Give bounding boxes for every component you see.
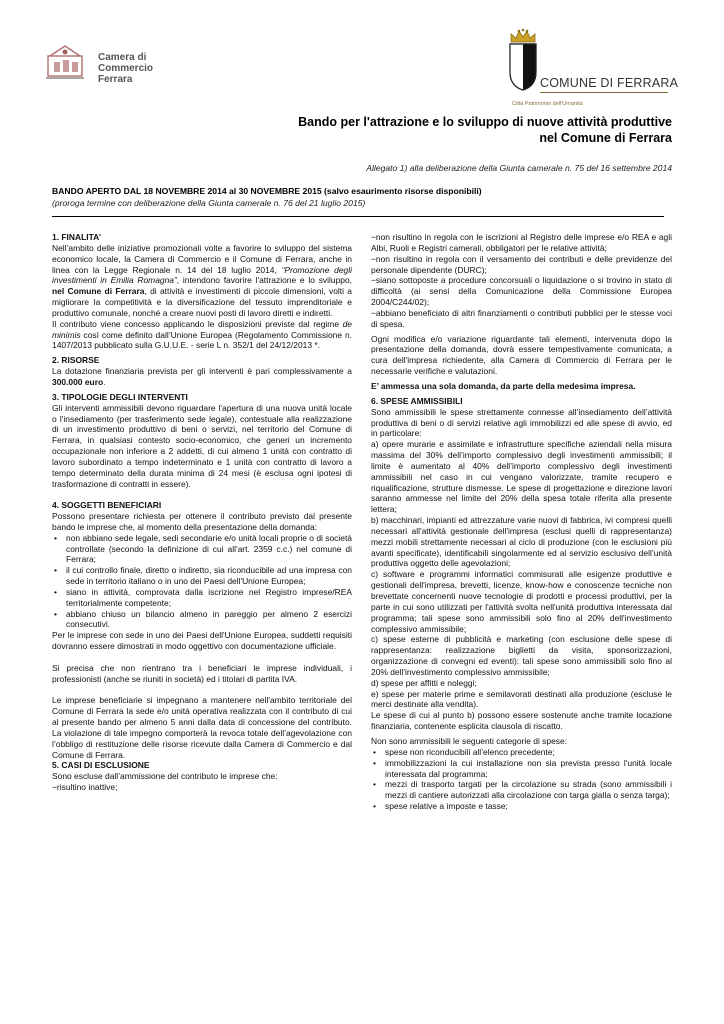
- section-5-paragraph-2: Ogni modifica e/o variazione riguardante tali elementi, intervenuta dopo la presentazione della domanda, dovrà essere tempestivamente comunicata, a cura dell'impresa richiedente, alla Camera di Commercio di Ferrara per le necessarie verifiche e valutazioni.: [371, 333, 672, 377]
- section-5-bold-note: E’ ammessa una sola domanda, da parte della medesima impresa.: [371, 380, 636, 391]
- section-1-title: 1. FINALITA’: [52, 232, 102, 242]
- list-item: [52, 609, 352, 631]
- bullet-icon: •: [54, 565, 57, 576]
- comune-ferrara-logo: [500, 28, 680, 108]
- section-6-item-c1: c) software e programmi informatici commisurati alle esigenze produttive e gestionali dell'impresa, brevetti, licenze, know-how e conoscenze tecniche non brevettate concernenti nuove tecnologie di prodotti e processi produttivi, per la parte in cui sono utilizzati per l'attività svolta nell'unità produttiva interessata dal programma; tali spese sono ammissibili solo fino al 20% dell'investimento complessivo ammissibile;: [371, 569, 672, 634]
- s1-text-italic: “Promozione degli investimenti in Emilia Romagna”: [52, 264, 352, 286]
- s4-bullet-3: siano in attività, comprovata dalla iscrizione nel Registro imprese/REA territorialmente competente;: [66, 586, 352, 608]
- bullet-icon: •: [54, 586, 57, 597]
- camera-commercio-name: [98, 52, 194, 85]
- chamber-emblem-icon: [44, 42, 88, 82]
- s6-non-bullet-3: mezzi di trasporto targati per la circolazione su strada (sono ammissibili i mezzi di cantiere autorizzati alla circolazione con targa gialla o senza targa);: [385, 779, 672, 801]
- proroga-note: (proroga termine con deliberazione della Giunta camerale n. 76 del 21 luglio 2015): [52, 198, 366, 208]
- section-4-title: 4. SOGGETTI BENEFICIARI: [52, 500, 162, 511]
- s6-non-bullet-1: spese non riconducibili all’elenco precedente;: [385, 746, 555, 757]
- ferrara-shield-icon: [508, 42, 538, 92]
- bando-period: BANDO APERTO DAL 18 NOVEMBRE 2014 al 30 NOVEMBRE 2015 (salvo esaurimento risorse disponibili): [52, 186, 482, 196]
- header-rule: [52, 216, 664, 217]
- s1-text-b: , intendono favorire l'attrazione e lo sviluppo,: [176, 275, 353, 286]
- bullet-icon: •: [373, 746, 376, 757]
- title-line-2: nel Comune di Ferrara: [539, 131, 672, 145]
- s1p2-text-b: così come definito dall’Unione Europea (Regolamento Commissione n. 1407/2013 pubblicato sulla G.U.U.E. - serie L n. 352/1 del 24/12/2013 *.: [52, 329, 352, 351]
- list-item: [371, 779, 672, 801]
- section-3-title: 3. TIPOLOGIE DEGLI INTERVENTI: [52, 391, 188, 402]
- right-column: [371, 232, 672, 812]
- section-5-title: 5. CASI DI ESCLUSIONE: [52, 760, 150, 771]
- bullet-icon: •: [54, 532, 57, 543]
- section-5-item-2: −non risultino in regola con le iscrizioni al Registro delle imprese e/o REA e agli Albi, Ruoli e Registri camerali, obbligatori per le relative attività;: [371, 232, 672, 253]
- section-6-paragraph-2: Le spese di cui al punto b) possono essere sostenute anche tramite locazione finanziaria, contenente esplicita clausola di riscatto.: [371, 710, 672, 732]
- s4-bullet-4: abbiano chiuso un bilancio almeno in pareggio per almeno 2 esercizi consecutivi.: [66, 608, 352, 630]
- bullet-icon: •: [373, 757, 376, 768]
- bullet-icon: •: [373, 801, 376, 812]
- s1-text-bold: nel Comune di Ferrara: [52, 286, 145, 297]
- s4-bullet-1: non abbiano sede legale, sedi secondarie e/o unità locali proprie o di società controllate (secondo la definizione di cui all'art. 2359 c.c.) nel comune di Ferrara;: [66, 532, 352, 565]
- section-5-item-3: −non risultino in regola con il versamento dei contributi e delle previdenze del personale dipendente (DURC);: [371, 253, 672, 275]
- section-6-item-d: d) spese per affitti e noleggi;: [371, 677, 477, 688]
- section-5-item-5: −abbiano beneficiato di altri finanziamenti o contributi pubblici per le stesse voci di spesa.: [371, 307, 672, 329]
- title-line-1: Bando per l'attrazione e lo sviluppo di nuove attività produttive: [298, 115, 672, 129]
- section-6-item-c2: c) spese esterne di pubblicità e marketing (con esclusione delle spese di rappresentanza: realizzazione biglietti da visita, sponsorizzazioni, organizzazione di convegni ed eventi): tali spese sono ammissibili solo fino al 20% dell'investimento complessivo ammissibile;: [371, 634, 672, 677]
- section-6-item-b: b) macchinari, impianti ed attrezzature varie nuovi di fabbrica, ivi compresi quelli necessari all'attività gestionale dell'impresa (esclusi quelli di rappresentanza) mezzi mobili strettamente necessari al ciclo di produzione (con le esclusioni più avanti specificate), identificabili singolarmente ed al servizio esclusivo dell’unità produttiva oggetto delle agevolazioni;: [371, 515, 672, 569]
- allegato-note: Allegato 1) alla deliberazione della Giunta camerale n. 75 del 16 settembre 2014: [366, 163, 672, 173]
- list-item: [371, 747, 672, 758]
- section-5-item-4: −siano sottoposte a procedure concorsuali o liquidazione o si trovino in stato di difficoltà (ai sensi della Comunicazione della Commissione Europea 2004/C244/02);: [371, 275, 672, 308]
- s6-non-bullet-2: immobilizzazioni la cui installazione non sia prevista presso l'unità locale interessata dal programma;: [385, 757, 672, 779]
- section-4-paragraph-4: Le imprese beneficiarie si impegnano a mantenere nell'ambito territoriale del Comune di Ferrara la sede e/o unità operativa realizzata con il contributo di cui al presente bando per almeno 5 anni dalla data di concessione del contributo. La violazione di tale impegno comporterà la revoca totale dell’agevolazione con l’obbligo di restituzione delle risorse ricevute dalla Camera di Commercio e dal Comune di Ferrara.: [52, 695, 352, 760]
- section-6-item-a: a) opere murarie e assimilate e infrastrutture specifiche aziendali nella misura massima del 30% dell’importo complessivo degli investimenti ammissibili; il limite è aumentato al 40% dell’importo complessivo degli investimenti ammissibili nel caso in cui vengano valorizzate, tramite recupero e riqualificazione, strutture dismesse. Le spese di progettazione e direzione lavori saranno ammesse nel limite del 20% della spesa totale riferita alla presente lettera;: [371, 439, 672, 515]
- s6-non-bullet-4: spese relative a imposte e tasse;: [385, 801, 508, 812]
- section-1-paragraph-2: [52, 319, 352, 352]
- section-4-intro: Possono presentare richiesta per ottenere il contributo previsto dal presente bando le imprese che, al momento della presentazione della domanda:: [52, 511, 352, 532]
- section-2-title: 2. RISORSE: [52, 355, 100, 366]
- bullet-icon: •: [373, 779, 376, 790]
- s1p2-text-a: Il contributo viene concesso applicando le disposizioni previste dal regime: [52, 318, 343, 329]
- list-item: [52, 565, 352, 587]
- section-4-paragraph-3: Si precisa che non rientrano tra i beneficiari le imprese individuali, i professionisti (anche se riuniti in società) ed i titolari di partita IVA.: [52, 662, 352, 684]
- comune-name: COMUNE DI FERRARA: [540, 76, 679, 90]
- section-6-intro: Sono ammissibili le spese strettamente connesse all’insediamento dell’attività produttiva di beni o di servizi relative agli immobilizzi ed alle spese di avvio, ed in particolare:: [371, 406, 672, 439]
- section-1-paragraph-1: [52, 243, 352, 319]
- section-5-intro: Sono escluse dall’ammissione del contributo le imprese che:: [52, 771, 278, 782]
- list-item: [371, 801, 672, 812]
- section-3-paragraph: Gli interventi ammissibili devono riguardare l'apertura di una nuova unità locale o l'insediamento (per trasferimento sede legale), contestuale alla realizzazione di un investimento produttivo di beni o servizi, nel territorio del Comune di Ferrara, in qualsiasi contesto socio-economico, che generi un incremento occupazionale non inferiore a 2 addetti, di cui almeno 1 unità con contratto di lavoro subordinato a tempo indeterminato e 1 unità con contratto di lavoro a tempo determinato della durata minima di 24 mesi (è esclusa ogni ipotesi di trasformazione di contratti in essere).: [52, 402, 352, 489]
- bullet-icon: •: [54, 608, 57, 619]
- section-4-paragraph-2: Per le imprese con sede in uno dei Paesi dell'Unione Europea, suddetti requisiti dovranno essere dimostrati in modo oggettivo con documentazione ufficiale.: [52, 630, 352, 652]
- left-column: [52, 232, 352, 793]
- section-6-item-e: e) spese per materie prime e semilavorati destinati alla produzione (escluse le merci destinate alla vendita).: [371, 688, 672, 710]
- list-item: [52, 533, 352, 566]
- list-item: [52, 587, 352, 609]
- s1-text-c: , di attività e investimenti di piccole dimensioni, volti a migliorare la competitività e la diversificazione del tessuto imprenditoriale e produttivo comunale, nonché a creare nuovi posti di lavoro diretti e indiretti.: [52, 286, 352, 318]
- section-6-title: 6. SPESE AMMISSIBILI: [371, 395, 463, 406]
- s1-text-a: Nell’ambito delle iniziative promozionali volte a favorire lo sviluppo del sistema economico locale, la Camera di Commercio e il Comune di Ferrara, anche in linea con la Legge Regionale n. 14 del 18 luglio 2014,: [52, 242, 352, 275]
- logo-divider: [540, 92, 668, 93]
- section-2-paragraph: [52, 366, 352, 388]
- comune-subtitle: Città Patrimonio dell'Umanità: [512, 101, 583, 107]
- s1p2-text-italic: de minimis: [52, 318, 352, 340]
- s2-amount: 300.000 euro: [52, 376, 104, 387]
- s4-bullet-2: il cui controllo finale, diretto o indiretto, sia riconducibile ad una impresa con sede in territorio italiano o in uno dei Paesi dell'Unione Europea;: [66, 565, 352, 587]
- logo-left-line2: Ferrara: [98, 74, 133, 85]
- section-5-item-1: −risultino inattive;: [52, 782, 118, 793]
- logo-left-line1: Camera di Commercio: [98, 52, 154, 74]
- list-item: [371, 758, 672, 780]
- camera-commercio-logo: [44, 40, 194, 88]
- document-title: [298, 114, 672, 146]
- section-6-non-intro: Non sono ammissibili le seguenti categorie di spese:: [371, 735, 568, 746]
- s2-text-b: .: [103, 376, 106, 387]
- s2-text-a: La dotazione finanziaria prevista per gli interventi è pari complessivamente a: [52, 366, 352, 377]
